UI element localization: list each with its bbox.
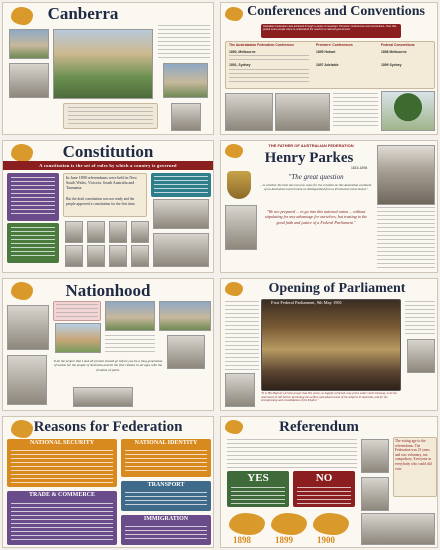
parkes-kicker: THE FATHER OF AUSTRALIAN FEDERATION (268, 143, 354, 148)
parkes-portrait (377, 145, 435, 205)
panel-title: Canberra (47, 4, 119, 23)
panel-title: Referendum (279, 419, 359, 435)
parkes-quote2: "We are prepared ... to go into this national union ... without stipulating for any advantage for ourselves, but trusting to the good faith and justice of a Federal Parliament." (265, 209, 367, 225)
referendum-photo-building (361, 513, 435, 545)
constitution-purple-text (11, 177, 55, 217)
referendum-intro-text (227, 439, 357, 469)
referendum-no: NO (315, 472, 333, 484)
parkes-crest (227, 171, 251, 199)
conferences-photo-group (225, 93, 273, 131)
conferences-date: 1899 Sydney (381, 63, 402, 67)
conferences-date: 1897 Adelaide (316, 63, 339, 67)
constitution-teal-text (154, 176, 208, 194)
conferences-col2: Premiers' Conferences (316, 43, 353, 47)
conferences-date: 1898 Melbourne (381, 50, 407, 54)
constitution-portrait (131, 245, 149, 267)
nationhood-photo-house (55, 323, 101, 353)
canberra-photo-small (163, 63, 208, 98)
referendum-map-1899 (271, 513, 307, 535)
referendum-map-1900 (313, 513, 349, 535)
conferences-photo-tree (381, 91, 435, 131)
panel-reasons (2, 416, 214, 548)
parliament-subtitle: First Federal Parliament, 9th May 1901 (271, 300, 342, 305)
nationhood-photo-pavilion (7, 305, 49, 350)
referendum-photo-poster (361, 477, 389, 511)
parkes-quote-title: "The great question (288, 173, 344, 181)
reasons-tile-label: TRADE & COMMERCE (29, 492, 95, 498)
panel-referendum (220, 416, 438, 548)
panel-title: Opening of Parliament (268, 281, 406, 296)
constitution-portrait (109, 221, 127, 243)
nationhood-quote: It ab the proper that I and all present should go before you be a long generation of nation for the people of Australia and all the first citizens in all ages with the freedom of spirit. (53, 359, 163, 372)
panel-title: Nationhood (65, 281, 151, 300)
canberra-text-block (158, 25, 210, 60)
nationhood-photo-hall (159, 301, 211, 331)
constitution-portrait (87, 221, 105, 243)
parkes-quote1: ...is whether the time has not now come for the creation on this Australian continent of an Australian Government as distinguished from a Provincial Government." (260, 183, 372, 192)
reasons-tile-text (125, 450, 207, 474)
panel-title: Conferences and Conventions (247, 4, 425, 19)
canberra-photo-portrait (171, 103, 201, 131)
nationhood-photo-people (105, 301, 155, 331)
reasons-tile-text (125, 526, 207, 542)
reasons-tile-text (11, 503, 113, 541)
referendum-photo-ballot (361, 439, 389, 473)
conferences-date: 1895 Hobart (316, 50, 336, 54)
constitution-portrait (131, 221, 149, 243)
referendum-map-1898 (229, 513, 265, 535)
parliament-photo-figure (407, 339, 435, 373)
panel-constitution (2, 140, 214, 273)
panel-parkes (220, 140, 438, 273)
constitution-portrait (109, 245, 127, 267)
referendum-yes-text (231, 487, 285, 505)
panel-parliament (220, 278, 438, 411)
parkes-timeline (377, 207, 435, 269)
parliament-quote: "It is His Majesty's fervent prayer that this union, so happily achieved, may prove under God's blessing, to be the instrument of still further promoting the welfare and advancement of his subjects in Australia, and for the strengthening and consolidation of his Empire." (261, 391, 397, 403)
parkes-dates: 1815-1896 (351, 166, 368, 170)
parliament-painting (261, 299, 401, 391)
conferences-col3: Federal Conventions (381, 43, 415, 47)
constitution-green-text (11, 227, 55, 259)
reasons-tile-label: NATIONAL SECURITY (29, 440, 95, 446)
constitution-photo-document (153, 199, 209, 229)
conferences-photo-delegates (275, 93, 330, 131)
nationhood-photo-group (73, 387, 133, 407)
reasons-tile-text (11, 450, 113, 484)
parliament-right-text (405, 301, 435, 335)
referendum-yes: YES (247, 472, 269, 484)
parliament-left-text (225, 301, 259, 371)
conferences-intro: Australian Federation was achieved through a series of meetings: Premiers' conferences and conventions. Over this period more people came to understand the need for a national government. (263, 25, 397, 32)
conferences-caption (333, 93, 378, 128)
panel-title: Constitution (62, 142, 154, 161)
canberra-quote-text (68, 107, 153, 125)
nationhood-text (105, 335, 155, 353)
parkes-photo-building (225, 205, 257, 250)
constitution-banner: A constitution is the set of rules by which a country is governed (3, 161, 213, 170)
constitution-highlight: In June 1898 referendums were held in New South Wales, Victoria, South Australia and Tasmania. (66, 175, 137, 190)
conferences-date: 1891, Sydney (229, 63, 251, 67)
referendum-side-text: The voting age to the referendums. The Federation was 21 years and was voluntary, not compulsory. Everyone as everybody who could did vote. (395, 439, 432, 471)
canberra-photo-parliament (9, 29, 49, 59)
nationhood-photo-figure (7, 355, 47, 405)
nationhood-portrait (167, 335, 205, 369)
canberra-photo-building (9, 63, 49, 98)
referendum-year: 1900 (317, 535, 335, 545)
reasons-tile-text (125, 492, 207, 508)
constitution-portrait (65, 221, 83, 243)
panel-title: Reasons for Federation (33, 419, 183, 435)
constitution-highlight2: But the draft constitution was not ready and the people approved a constitution for the first time. (66, 197, 136, 206)
parliament-portrait (225, 373, 255, 407)
conferences-date: 1890, Melbourne (229, 50, 256, 54)
reasons-tile-label: TRANSPORT (147, 482, 185, 488)
panel-title: Henry Parkes (264, 150, 354, 166)
panel-nationhood (2, 278, 214, 411)
conferences-text (229, 69, 309, 83)
referendum-no-text (297, 487, 351, 505)
conferences-col1: The Australasian Federation Conference (229, 43, 295, 47)
nationhood-pink-text (56, 304, 98, 318)
constitution-portrait (65, 245, 83, 267)
constitution-photo-meeting (153, 233, 209, 267)
referendum-year: 1898 (233, 535, 251, 545)
conferences-text (229, 55, 309, 61)
canberra-photo-aerial (53, 29, 153, 99)
panel-conferences (220, 2, 438, 135)
reasons-tile-label: IMMIGRATION (143, 516, 189, 522)
panel-canberra (2, 2, 214, 135)
reasons-tile-label: NATIONAL IDENTITY (134, 440, 198, 446)
referendum-year: 1899 (275, 535, 293, 545)
constitution-portrait (87, 245, 105, 267)
